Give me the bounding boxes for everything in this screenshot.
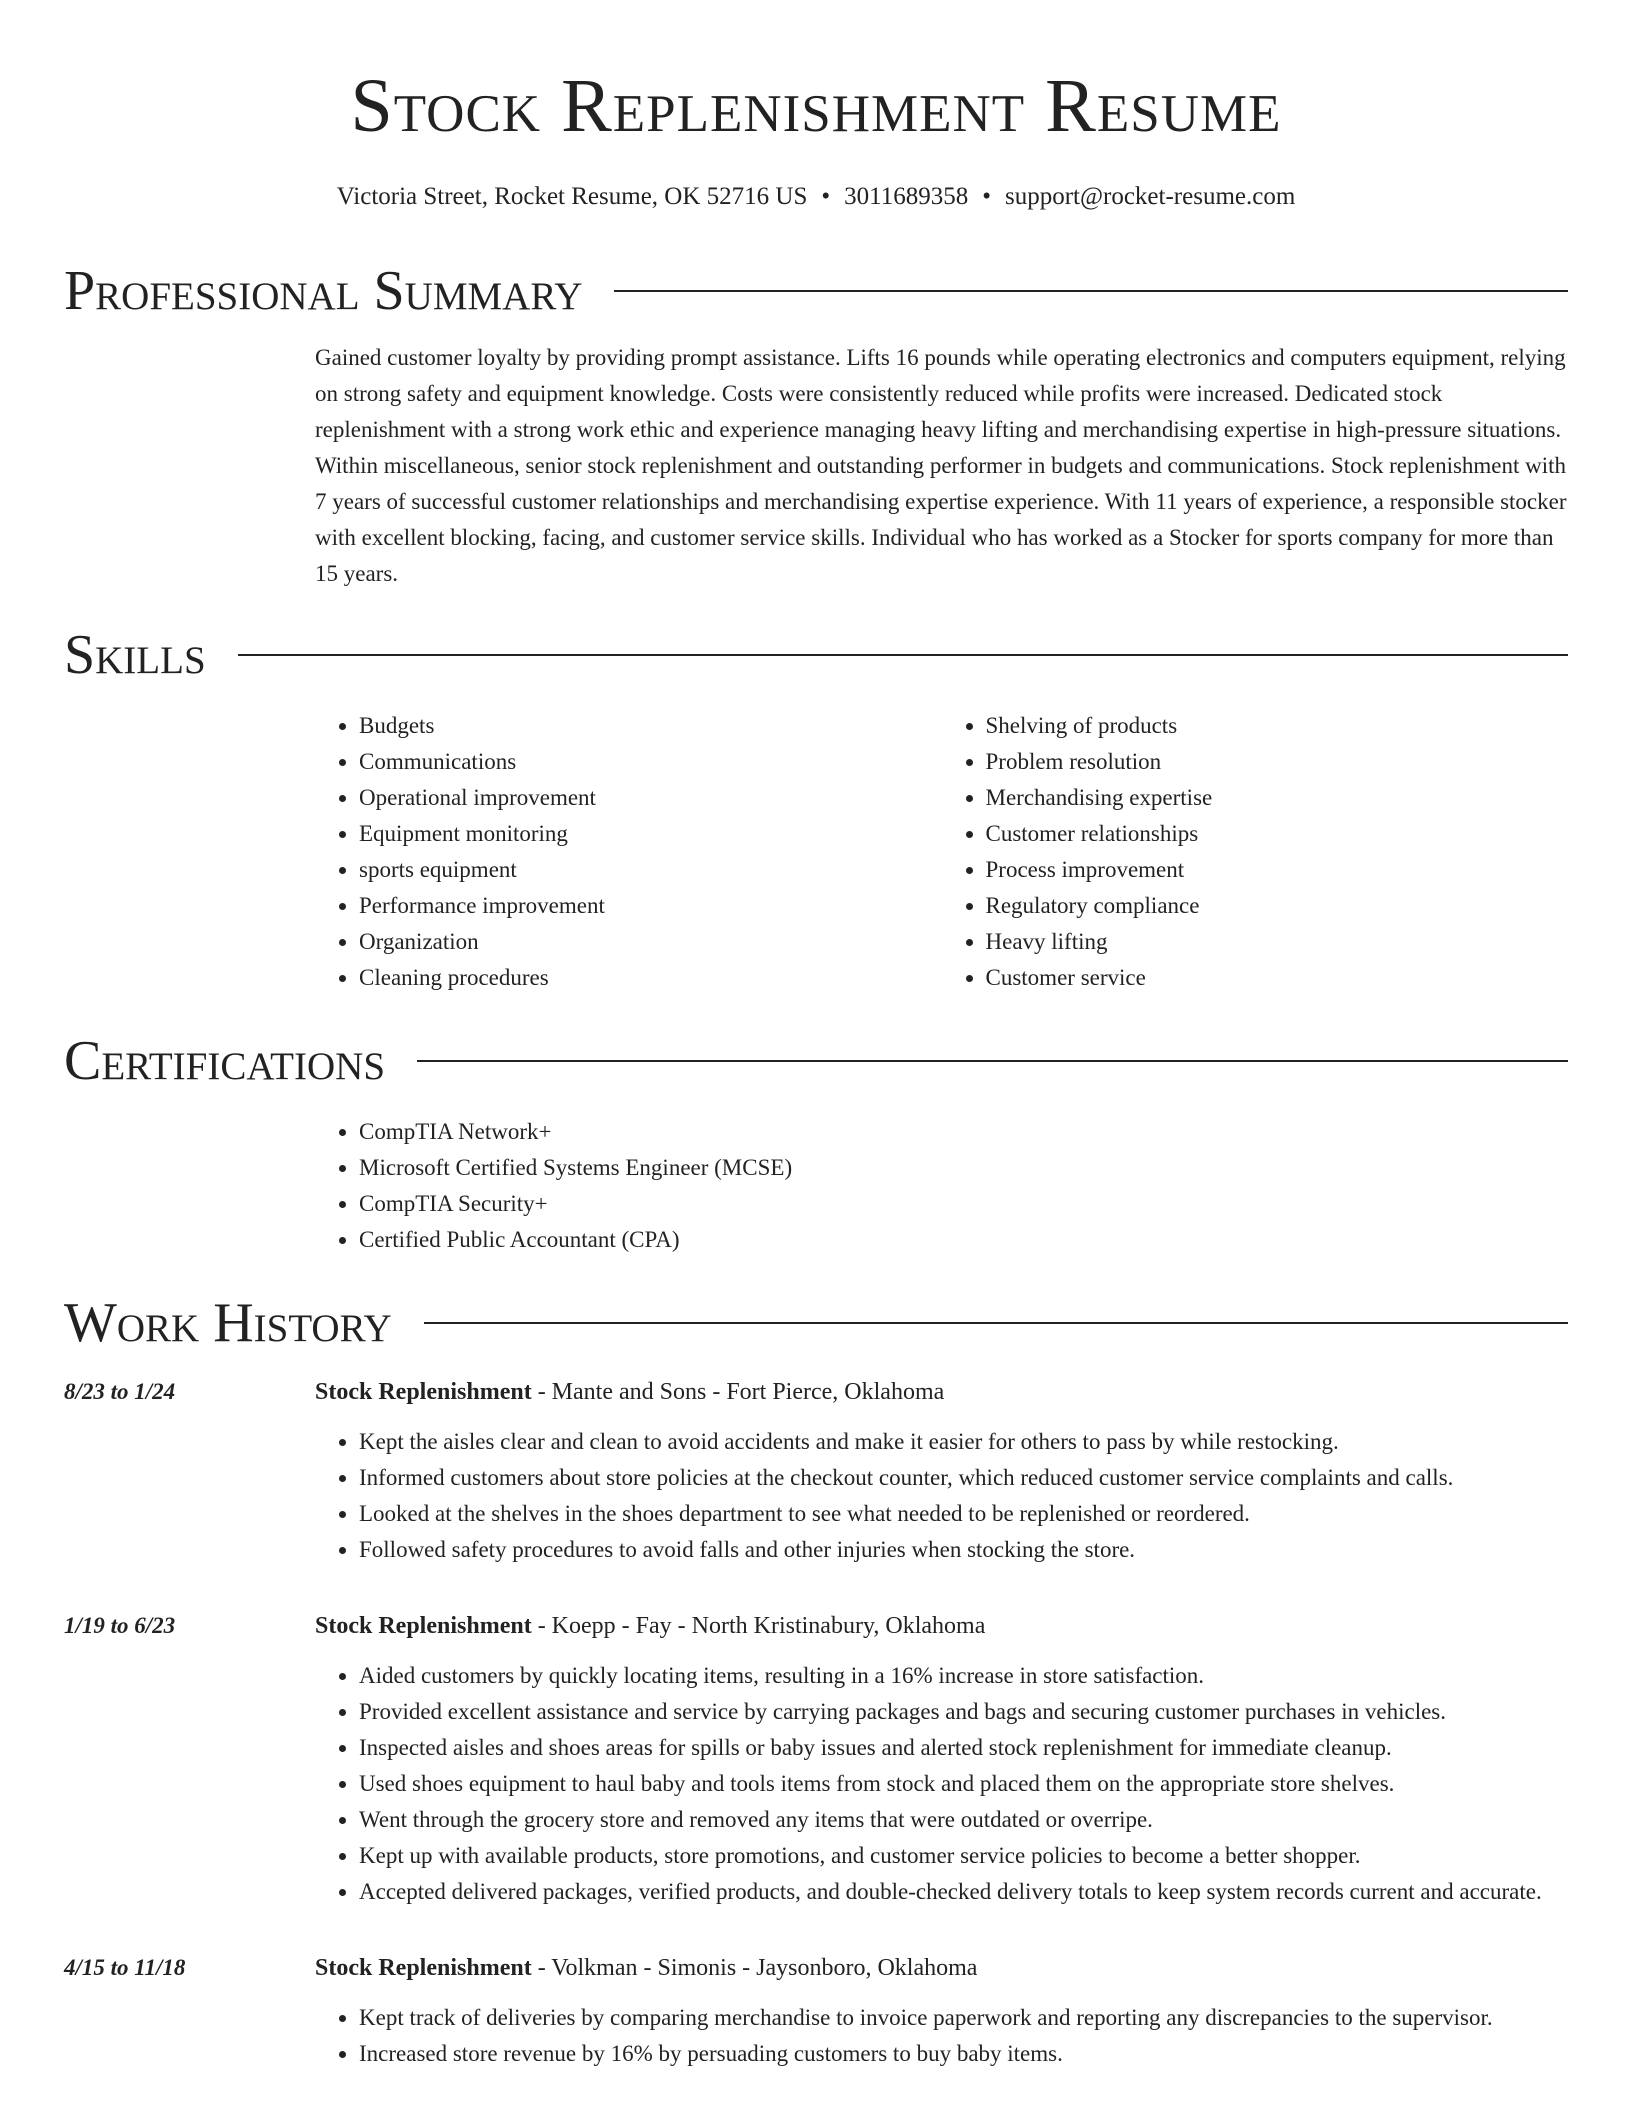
section-header-skills bbox=[64, 620, 1568, 690]
job-heading bbox=[315, 1608, 1568, 1644]
skill-item: • Customer relationships bbox=[986, 816, 1569, 852]
job-dates: 8/23 to 1/24 bbox=[64, 1379, 176, 1404]
job-heading bbox=[315, 1950, 1568, 1986]
job-bullets bbox=[315, 2000, 1568, 2072]
job-title: Stock Replenishment bbox=[315, 1613, 532, 1639]
job-employer: - Koepp - Fay - North Kristinabury, Oklahoma bbox=[531, 1613, 986, 1639]
contact-address: Victoria Street, Rocket Resume, OK 52716 US bbox=[336, 183, 808, 210]
job-bullet: • Inspected aisles and shoes areas for spills or baby issues and alerted stock replenishment for immediate cleanup. bbox=[359, 1730, 1568, 1766]
skill-item: • Performance improvement bbox=[359, 888, 942, 924]
section-title-certifications: Certifications bbox=[64, 1030, 386, 1092]
job-body bbox=[315, 1374, 1568, 1568]
job-bullets bbox=[315, 1658, 1568, 1910]
job-bullet: • Followed safety procedures to avoid falls and other injuries when stocking the store. bbox=[359, 1532, 1568, 1568]
job-dates: 1/19 to 6/23 bbox=[64, 1613, 176, 1638]
job-bullet: • Kept up with available products, store promotions, and customer service policies to become a better shopper. bbox=[359, 1838, 1568, 1874]
job-body bbox=[315, 1950, 1568, 2072]
skill-item: • Organization bbox=[359, 924, 942, 960]
job-bullet: • Informed customers about store policies at the checkout counter, which reduced customer service complaints and calls. bbox=[359, 1460, 1568, 1496]
skill-item: • Communications bbox=[359, 744, 942, 780]
section-title-skills: Skills bbox=[64, 624, 206, 686]
certification-item: • CompTIA Security+ bbox=[359, 1186, 1568, 1222]
job-bullet: • Provided excellent assistance and service by carrying packages and bags and securing customer purchases in vehicles. bbox=[359, 1694, 1568, 1730]
job-bullet: • Accepted delivered packages, verified products, and double-checked delivery totals to keep system records current and accurate. bbox=[359, 1874, 1568, 1910]
skill-item: • Shelving of products bbox=[986, 708, 1569, 744]
section-divider bbox=[417, 1060, 1568, 1062]
contact-separator: • bbox=[821, 183, 831, 210]
skill-item: • Process improvement bbox=[986, 852, 1569, 888]
job-bullet: • Kept the aisles clear and clean to avoid accidents and make it easier for others to pass by while restocking. bbox=[359, 1424, 1568, 1460]
section-divider bbox=[424, 1322, 1568, 1324]
skill-item: • Heavy lifting bbox=[986, 924, 1569, 960]
skill-item: • Operational improvement bbox=[359, 780, 942, 816]
skill-item: • Problem resolution bbox=[986, 744, 1569, 780]
resume-title: Stock Replenishment Resume bbox=[350, 64, 1282, 148]
section-divider bbox=[238, 654, 1568, 656]
job-title: Stock Replenishment bbox=[315, 1955, 532, 1981]
job-employer: - Mante and Sons - Fort Pierce, Oklahoma bbox=[531, 1379, 945, 1405]
summary-text: Gained customer loyalty by providing prompt assistance. Lifts 16 pounds while operating electronics and computers equipment, relying on strong safety and equipment knowledge. Costs were consistently reduced while profits were increased. Dedicated stock replenishment with a strong work ethic and experience managing heavy lifting and merchandising expertise in high-pressure situations. Within miscellaneous, senior stock replenishment and outstanding performer in budgets and communications. Stock replenishment with 7 years of successful customer relationships and merchandising expertise experience. With 11 years of experience, a responsible stocker with excellent blocking, facing, and customer service skills. Individual who has worked as a Stocker for sports company for more than 15 years. bbox=[315, 345, 1567, 586]
job-bullets bbox=[315, 1424, 1568, 1568]
job-entry bbox=[64, 1374, 1568, 1568]
section-header-work bbox=[64, 1288, 1568, 1358]
job-dates: 4/15 to 11/18 bbox=[64, 1955, 186, 1980]
section-title-work: Work History bbox=[64, 1292, 392, 1354]
skill-item: • Customer service bbox=[986, 960, 1569, 996]
job-bullet: • Looked at the shelves in the shoes department to see what needed to be replenished or reordered. bbox=[359, 1496, 1568, 1532]
certification-item: • Microsoft Certified Systems Engineer (MCSE) bbox=[359, 1150, 1568, 1186]
section-header-certifications bbox=[64, 1026, 1568, 1096]
certifications-list-wrap bbox=[315, 1114, 1568, 1258]
skill-item: • Merchandising expertise bbox=[986, 780, 1569, 816]
section-divider bbox=[614, 290, 1568, 292]
job-employer: - Volkman - Simonis - Jaysonboro, Oklahoma bbox=[531, 1955, 978, 1981]
contact-email: support@rocket-resume.com bbox=[1004, 183, 1296, 210]
resume-page bbox=[64, 0, 1568, 2072]
certifications-list bbox=[315, 1114, 1568, 1258]
skill-item: • sports equipment bbox=[359, 852, 942, 888]
job-title: Stock Replenishment bbox=[315, 1379, 532, 1405]
skill-item: • Budgets bbox=[359, 708, 942, 744]
skills-list-left bbox=[315, 708, 942, 996]
job-entry bbox=[64, 1950, 1568, 2072]
job-bullet: • Kept track of deliveries by comparing merchandise to invoice paperwork and reporting any discrepancies to the supervisor. bbox=[359, 2000, 1568, 2036]
job-body bbox=[315, 1608, 1568, 1910]
job-heading bbox=[315, 1374, 1568, 1410]
certification-item: • CompTIA Network+ bbox=[359, 1114, 1568, 1150]
job-bullet: • Increased store revenue by 16% by persuading customers to buy baby items. bbox=[359, 2036, 1568, 2072]
skill-item: • Regulatory compliance bbox=[986, 888, 1569, 924]
job-bullet: • Aided customers by quickly locating items, resulting in a 16% increase in store satisfaction. bbox=[359, 1658, 1568, 1694]
skills-grid bbox=[315, 708, 1568, 996]
job-entry bbox=[64, 1608, 1568, 1910]
contact-separator: • bbox=[982, 183, 991, 210]
skill-item: • Cleaning procedures bbox=[359, 960, 942, 996]
skill-item: • Equipment monitoring bbox=[359, 816, 942, 852]
contact-phone: 3011689358 bbox=[844, 183, 969, 210]
certification-item: • Certified Public Accountant (CPA) bbox=[359, 1222, 1568, 1258]
skills-list-right bbox=[942, 708, 1569, 996]
contact-line bbox=[64, 180, 1568, 214]
section-header-summary bbox=[64, 256, 1568, 326]
job-bullet: • Went through the grocery store and removed any items that were outdated or overripe. bbox=[359, 1802, 1568, 1838]
section-title-summary: Professional Summary bbox=[64, 260, 583, 322]
job-bullet: • Used shoes equipment to haul baby and tools items from stock and placed them on the appropriate store shelves. bbox=[359, 1766, 1568, 1802]
